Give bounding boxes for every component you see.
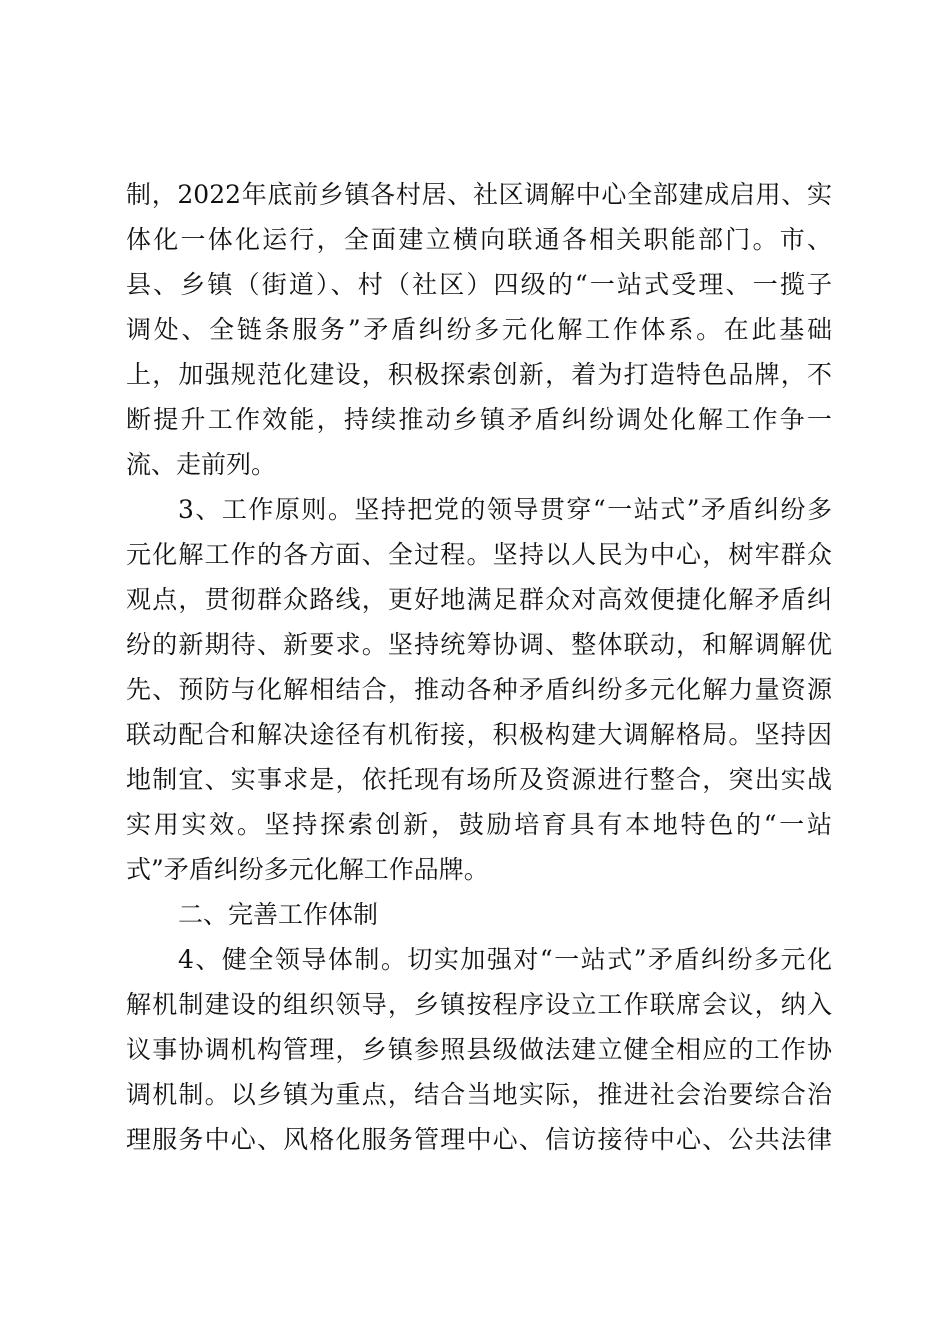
text-line: 断提升工作效能，持续推动乡镇矛盾纠纷调处化解工作争一 bbox=[126, 405, 832, 434]
text-line: 式”矛盾纠纷多元化解工作品牌。 bbox=[126, 855, 489, 884]
text-line: 3、工作原则。坚持把党的领导贯穿“一站式”矛盾纠纷多 bbox=[178, 495, 832, 524]
text-line: 调机制。以乡镇为重点，结合当地实际，推进社会治要综合治 bbox=[126, 1080, 832, 1109]
text-line: 流、走前列。 bbox=[126, 450, 277, 479]
text-line: 实用实效。坚持探索创新，鼓励培育具有本地特色的“一站 bbox=[126, 810, 832, 839]
text-line: 联动配合和解决途径有机衔接，积极构建大调解格局。坚持因 bbox=[126, 720, 832, 749]
text-line: 纷的新期待、新要求。坚持统筹协调、整体联动，和解调解优 bbox=[126, 630, 832, 659]
text-line: 解机制建设的组织领导，乡镇按程序设立工作联席会议，纳入 bbox=[126, 990, 832, 1019]
text-line: 观点，贯彻群众路线，更好地满足群众对高效便捷化解矛盾纠 bbox=[126, 585, 832, 614]
paragraph-2-work-principles bbox=[126, 487, 832, 892]
text-line: 体化一体化运行，全面建立横向联通各相关职能部门。市、 bbox=[126, 225, 832, 254]
paragraph-1 bbox=[126, 172, 832, 487]
section-heading: 二、完善工作体制 bbox=[178, 900, 379, 929]
text-line: 议事协调机构管理，乡镇参照县级做法建立健全相应的工作协 bbox=[126, 1035, 832, 1064]
text-line: 4、健全领导体制。切实加强对“一站式”矛盾纠纷多元化 bbox=[178, 945, 832, 974]
text-line: 理服务中心、风格化服务管理中心、信访接待中心、公共法律 bbox=[126, 1125, 832, 1154]
text-line: 元化解工作的各方面、全过程。坚持以人民为中心，树牢群众 bbox=[126, 540, 832, 569]
text-line: 县、乡镇（街道）、村（社区）四级的“一站式受理、一揽子 bbox=[126, 270, 832, 299]
document-body bbox=[126, 172, 832, 1162]
text-line: 制，2022年底前乡镇各村居、社区调解中心全部建成启用、实 bbox=[126, 180, 832, 209]
text-line: 调处、全链条服务”矛盾纠纷多元化解工作体系。在此基础 bbox=[126, 315, 832, 344]
text-line: 地制宜、实事求是，依托现有场所及资源进行整合，突出实战 bbox=[126, 765, 832, 794]
text-line: 先、预防与化解相结合，推动各种矛盾纠纷多元化解力量资源 bbox=[126, 675, 832, 704]
paragraph-3-leadership-system bbox=[126, 937, 832, 1162]
text-line: 上，加强规范化建设，积极探索创新，着为打造特色品牌，不 bbox=[126, 360, 832, 389]
